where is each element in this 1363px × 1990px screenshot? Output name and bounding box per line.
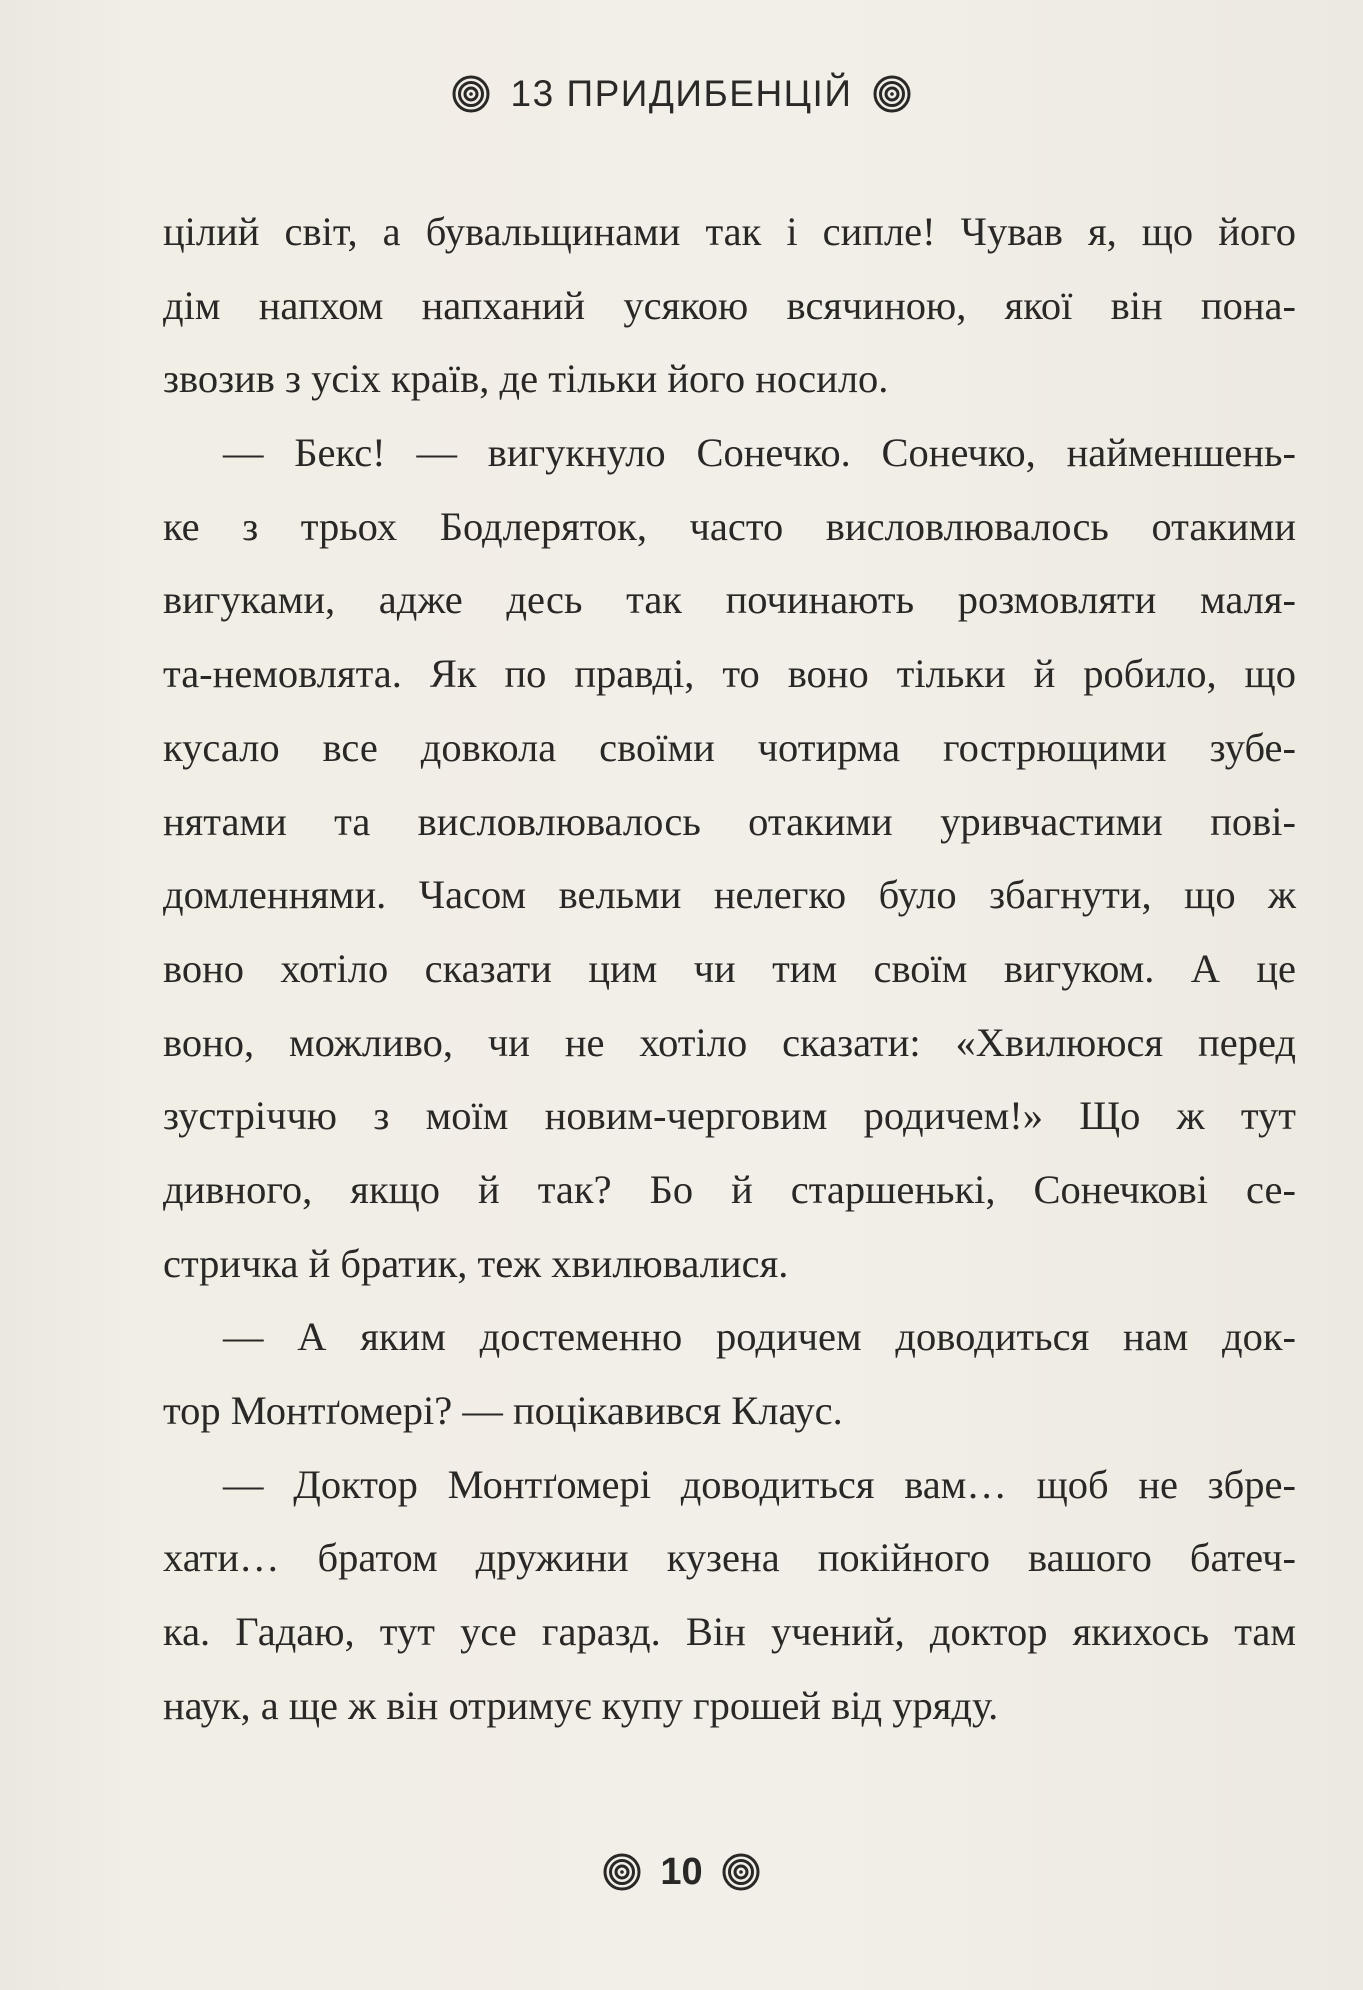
- spiral-icon: [721, 1852, 761, 1892]
- body-text: [163, 195, 1296, 1742]
- spiral-icon: [872, 74, 912, 114]
- text-line: вигуками, адже десь так починають розмовляти маля-: [163, 577, 1296, 623]
- text-line: нятами та висловлювалось отакими уривчастими пові-: [163, 798, 1296, 844]
- book-title: 13 ПРИДИБЕНЦІЙ: [510, 73, 853, 114]
- text-line: кусало все довкола своїми чотирма гострющими зубе-: [163, 724, 1296, 770]
- text-line: та-немовлята. Як по правді, то воно тільки й робило, що: [163, 651, 1296, 697]
- text-line: ке з трьох Бодлеряток, часто висловлювалось отакими: [163, 503, 1296, 549]
- text-line: стричка й братик, теж хвилювалися.: [163, 1240, 789, 1286]
- text-line: домленнями. Часом вельми нелегко було збагнути, що ж: [163, 872, 1296, 918]
- text-line: хати… братом дружини кузена покійного вашого батеч-: [163, 1535, 1296, 1581]
- text-line: — Бекс! — вигукнуло Сонечко. Сонечко, найменшень-: [223, 430, 1296, 476]
- page-footer: [0, 1846, 1363, 1898]
- text-line: дім напхом напханий усякою всячиною, якої він пона-: [163, 282, 1296, 328]
- running-header: [0, 68, 1363, 120]
- text-line: тор Монтґомері? — поцікавився Клаус.: [163, 1388, 843, 1433]
- spiral-icon: [451, 74, 491, 114]
- text-line: — А яким достеменно родичем доводиться нам док-: [223, 1314, 1296, 1360]
- text-line: зустріччю з моїм новим-черговим родичем!» Що ж тут: [163, 1093, 1296, 1139]
- text-line: дивного, якщо й так? Бо й старшенькі, Сонечкові се-: [163, 1166, 1296, 1212]
- text-line: — Доктор Монтґомері доводиться вам… щоб не збре-: [223, 1461, 1296, 1507]
- text-line: наук, а ще ж він отримує купу грошей від уряду.: [163, 1682, 999, 1728]
- text-line: воно хотіло сказати цим чи тим своїм вигуком. А це: [163, 945, 1296, 991]
- text-line: ка. Гадаю, тут усе гаразд. Він учений, доктор якихось там: [163, 1609, 1296, 1655]
- text-line: звозив з усіх країв, де тільки його носило.: [163, 356, 889, 402]
- text-line: воно, можливо, чи не хотіло сказати: «Хвилююся перед: [163, 1019, 1296, 1065]
- spiral-icon: [602, 1852, 642, 1892]
- text-line: цілий світ, а бувальщинами так і сипле! Чував я, що його: [163, 209, 1296, 254]
- page-number: 10: [660, 1850, 703, 1893]
